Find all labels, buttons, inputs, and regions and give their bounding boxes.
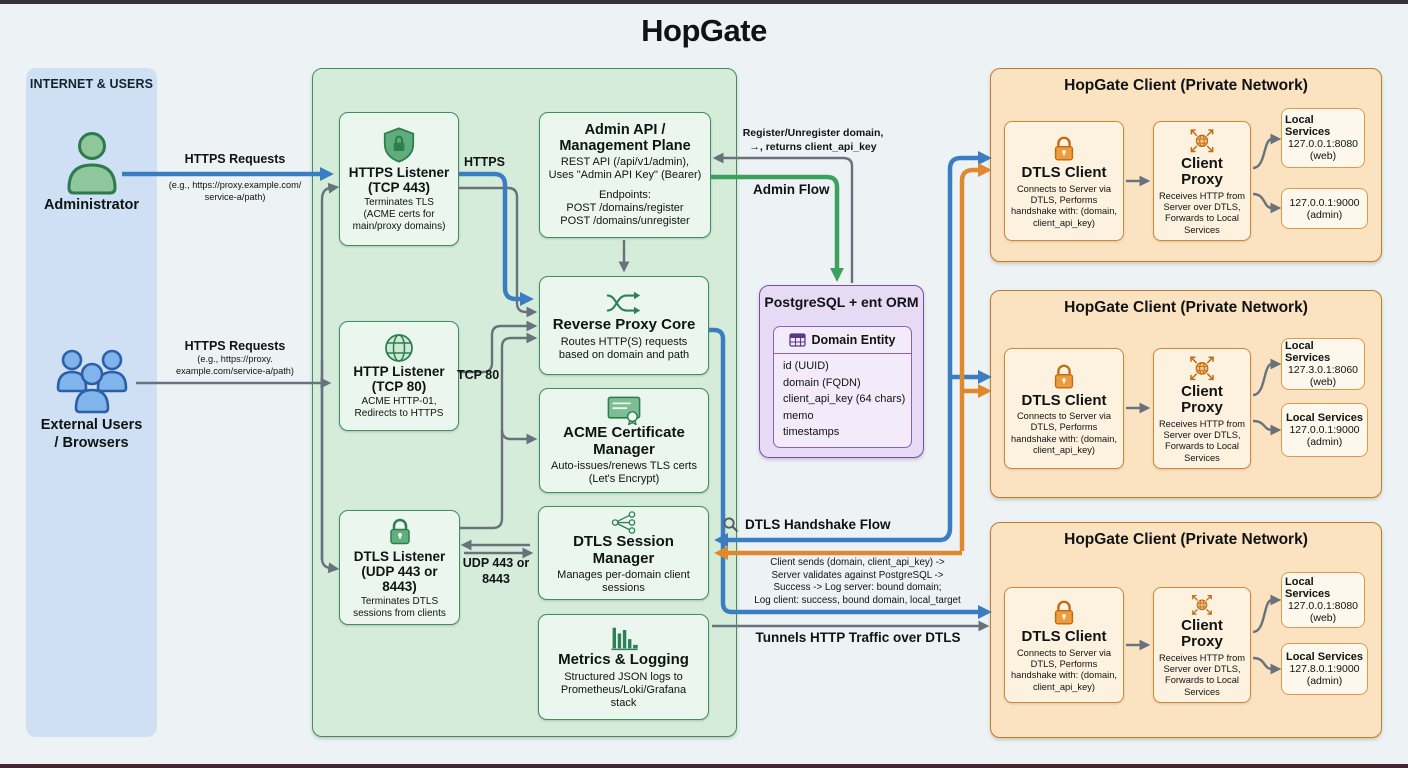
reverse-proxy-title: Reverse Proxy Core: [552, 316, 696, 334]
https-edge-label: HTTPS: [464, 155, 505, 169]
bar-chart-icon: [608, 624, 640, 652]
handshake-detail: Client sends (domain, client_api_key) -> Server validates against PostgreSQL -> Success -> Log server: bound domain; Log client: success, bound domain, local_target: [754, 557, 961, 607]
metrics-box: [538, 614, 709, 720]
https-listener-box: [339, 112, 459, 246]
local-service-note: (web): [1309, 376, 1337, 388]
table-icon: [789, 333, 806, 347]
entity-field: timestamps: [783, 426, 840, 438]
local-service-note: (web): [1309, 612, 1337, 624]
acme-manager-title: ACME Certificate Manager: [563, 424, 685, 458]
local-service-addr: 127.0.0.1:8080: [1287, 600, 1359, 612]
dtls-client-box-3: [1004, 587, 1124, 703]
http-listener-title: HTTP Listener (TCP 80): [353, 364, 445, 395]
client-panel-3-title: HopGate Client (Private Network): [1064, 531, 1308, 548]
shuffle-icon: [604, 289, 644, 317]
register-edge-label: Register/Unregister domain, →, returns client_api_key: [742, 127, 884, 153]
external-users-icon: [56, 346, 128, 416]
https-listener-sub: Terminates TLS (ACME certs for main/proxy domains): [352, 197, 446, 232]
postgresql-title: PostgreSQL + ent ORM: [764, 294, 919, 310]
client-proxy-sub: Receives HTTP from Server over DTLS, Forwards to Local Services: [1158, 652, 1246, 697]
domain-entity-header: [774, 327, 911, 354]
entity-field: client_api_key (64 chars): [783, 393, 906, 405]
local-service-addr: 127.0.0.1:9000: [1289, 196, 1360, 209]
client-proxy-title: Client Proxy: [1181, 616, 1223, 651]
dtls-client-sub: Connects to Server via DTLS, Performs handshake with: (domain, client_api_key): [1011, 647, 1117, 692]
session-manager-title: DTLS Session Manager: [573, 533, 674, 567]
page-title: HopGate: [641, 13, 767, 48]
share-nodes-icon: [607, 511, 641, 534]
admin-request-sublabel: (e.g., https://proxy.example.com/ service-a/path): [168, 180, 302, 202]
administrator-icon: [60, 130, 124, 196]
admin-api-endpoints: Endpoints: POST /domains/register POST /domains/unregister: [560, 189, 690, 228]
local-service-addr: 127.8.0.1:9000: [1289, 663, 1360, 675]
entity-field: id (UUID): [783, 360, 829, 372]
local-services-box: [1281, 643, 1368, 695]
client-proxy-box-3: [1153, 587, 1251, 703]
acme-manager-box: [539, 388, 709, 493]
local-services-header: Local Services: [1285, 651, 1364, 663]
local-services-box: [1281, 338, 1365, 390]
reverse-proxy-box: [539, 276, 709, 375]
tunnel-label: Tunnels HTTP Traffic over DTLS: [755, 630, 961, 645]
local-service-addr: 127.0.0.1:9000: [1289, 424, 1360, 436]
local-service-addr: 127.0.0.1:8080: [1287, 138, 1359, 150]
entity-field: memo: [783, 409, 814, 422]
http-listener-box: [339, 321, 459, 431]
acme-manager-sub: Auto-issues/renews TLS certs (Let's Encrypt): [551, 460, 697, 485]
local-services-box: [1281, 403, 1368, 457]
domain-entity-table: [773, 326, 912, 448]
magnifier-icon: [722, 516, 739, 533]
dtls-listener-box: [339, 510, 460, 625]
client-proxy-box-1: [1153, 121, 1251, 241]
client-proxy-title: Client Proxy: [1181, 382, 1223, 417]
local-services-box: [1281, 572, 1365, 628]
session-manager-sub: Manages per-domain client sessions: [557, 569, 690, 595]
udp-edge-label: UDP 443 or 8443: [462, 556, 530, 586]
internet-users-panel: [26, 68, 157, 737]
dtls-listener-sub: Terminates DTLS sessions from clients: [353, 596, 446, 620]
admin-api-title: Admin API / Management Plane: [559, 121, 691, 155]
certificate-icon: [606, 395, 642, 425]
dtls-client-title: DTLS Client: [1021, 628, 1107, 646]
orange-lock-icon: [1049, 133, 1079, 165]
local-services-header: Local Services: [1285, 576, 1331, 600]
dtls-listener-title: DTLS Listener (UDP 443 or 8443): [353, 549, 446, 595]
entity-field: domain (FQDN): [783, 376, 861, 389]
proxy-globe-arrows-icon: [1185, 353, 1219, 384]
local-service-note: (web): [1309, 150, 1337, 162]
internet-panel-title: INTERNET & USERS: [29, 77, 154, 91]
tcp80-edge-label: TCP 80: [457, 368, 500, 382]
local-services-box: [1281, 108, 1365, 168]
metrics-sub: Structured JSON logs to Prometheus/Loki/Grafana stack: [560, 670, 687, 709]
edge-trunk-orange-panel1: [962, 170, 980, 551]
client-proxy-box-2: [1153, 348, 1251, 469]
edge-trunk-blue-panel1: [942, 158, 980, 540]
administrator-label: Administrator: [43, 197, 140, 213]
local-service-note: (admin): [1306, 436, 1343, 448]
client-proxy-title: Client Proxy: [1181, 154, 1223, 189]
local-services-box: [1281, 188, 1368, 229]
user-request-label: HTTPS Requests: [184, 339, 286, 353]
orange-lock-icon: [1049, 597, 1079, 629]
postgresql-box: [759, 285, 924, 458]
admin-api-box: [539, 112, 711, 238]
admin-api-sub: REST API (/api/v1/admin), Uses "Admin API Key" (Bearer): [548, 156, 702, 182]
user-request-sublabel: (e.g., https://proxy. example.com/service-a/path): [176, 354, 294, 376]
admin-request-label: HTTPS Requests: [184, 152, 286, 166]
dtls-client-title: DTLS Client: [1021, 164, 1107, 182]
shield-lock-icon: [380, 125, 418, 165]
proxy-globe-arrows-icon: [1185, 592, 1219, 618]
proxy-globe-arrows-icon: [1185, 126, 1219, 156]
local-service-addr: 127.3.0.1:8060: [1287, 364, 1359, 376]
globe-icon: [383, 332, 415, 364]
domain-entity-fields: [774, 354, 911, 441]
orange-lock-icon: [1049, 361, 1079, 393]
handshake-flow-label: DTLS Handshake Flow: [745, 517, 891, 532]
lock-icon: [384, 515, 416, 549]
external-users-label: External Users / Browsers: [40, 417, 143, 452]
bottom-edge-strip: [0, 764, 1408, 768]
client-panel-2-title: HopGate Client (Private Network): [1064, 299, 1308, 316]
local-services-header: Local Services: [1285, 412, 1364, 424]
local-service-note: (admin): [1306, 675, 1343, 687]
dtls-client-sub: Connects to Server via DTLS, Performs handshake with: (domain, client_api_key): [1011, 183, 1117, 228]
http-listener-sub: ACME HTTP-01, Redirects to HTTPS: [354, 396, 444, 420]
reverse-proxy-sub: Routes HTTP(S) requests based on domain and path: [558, 335, 690, 361]
domain-entity-label: Domain Entity: [811, 333, 896, 347]
client-proxy-sub: Receives HTTP from Server over DTLS, Forwards to Local Services: [1158, 418, 1246, 463]
handshake-flow-label-row: [722, 516, 891, 533]
dtls-client-box-1: [1004, 121, 1124, 241]
session-manager-box: [538, 506, 709, 600]
local-services-header: Local Services: [1285, 114, 1331, 138]
local-services-header: Local Services: [1285, 340, 1331, 364]
client-proxy-sub: Receives HTTP from Server over DTLS, Forwards to Local Services: [1158, 190, 1246, 235]
client-panel-1-title: HopGate Client (Private Network): [1064, 77, 1308, 94]
admin-flow-label: Admin Flow: [753, 182, 830, 197]
metrics-title: Metrics & Logging: [558, 651, 689, 669]
dtls-client-sub: Connects to Server via DTLS, Performs handshake with: (domain, client_api_key): [1011, 411, 1117, 456]
local-service-note: (admin): [1306, 208, 1343, 221]
edge-register-return: [722, 158, 852, 283]
dtls-client-title: DTLS Client: [1021, 391, 1107, 409]
dtls-client-box-2: [1004, 348, 1124, 469]
top-edge-strip: [0, 0, 1408, 4]
https-listener-title: HTTPS Listener (TCP 443): [348, 165, 450, 196]
